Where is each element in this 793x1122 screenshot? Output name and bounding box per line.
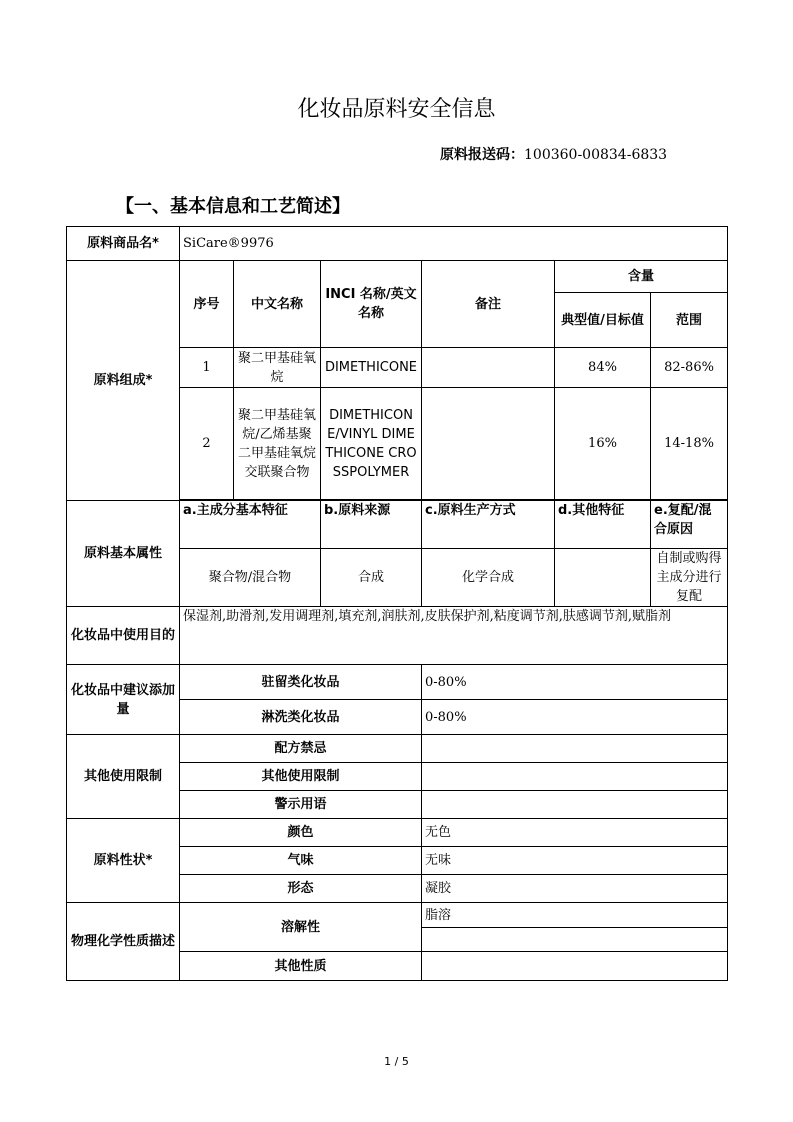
attr-header-d: d.其他特征 (555, 501, 651, 549)
page-number: 1 / 5 (384, 1055, 409, 1068)
attr-value-d (555, 549, 651, 607)
col-header-cn-name: 中文名称 (234, 261, 321, 348)
property-value: 凝胶 (422, 875, 728, 903)
property-value: 无味 (422, 847, 728, 875)
purpose-label: 化妆品中使用目的 (67, 607, 180, 665)
row-typical: 16% (555, 388, 651, 500)
row-remark (422, 348, 555, 388)
restriction-value (422, 791, 728, 819)
trade-name-row (67, 227, 728, 261)
attr-header-e: e.复配/混合原因 (651, 501, 728, 549)
solubility-label: 溶解性 (180, 903, 422, 952)
physchem-row (67, 903, 728, 928)
attr-header-b: b.原料来源 (321, 501, 422, 549)
restriction-name: 警示用语 (180, 791, 422, 819)
material-code-value: 100360-00834-6833 (524, 147, 668, 163)
col-header-content: 含量 (555, 261, 728, 293)
purpose-value: 保湿剂,助滑剂,发用调理剂,填充剂,润肤剂,皮肤保护剂,粘度调节剂,肤感调节剂,赋脂剂 (180, 607, 728, 665)
attr-value-b: 合成 (321, 549, 422, 607)
attributes-header-row (67, 501, 728, 549)
restriction-name: 其他使用限制 (180, 763, 422, 791)
row-inci-name: DIMETHICONE/VINYL DIMETHICONE CROSSPOLYMER (321, 388, 422, 500)
attr-value-e: 自制或购得主成分进行复配 (651, 549, 728, 607)
col-header-range: 范围 (651, 293, 728, 348)
row-cn-name: 聚二甲基硅氧烷/乙烯基聚二甲基硅氧烷交联聚合物 (234, 388, 321, 500)
property-name: 气味 (180, 847, 422, 875)
row-typical: 84% (555, 348, 651, 388)
solubility-extra (422, 928, 728, 952)
other-properties-label: 其他性质 (180, 952, 422, 981)
restriction-value (422, 763, 728, 791)
trade-name-label: 原料商品名* (67, 227, 180, 261)
other-properties-value (422, 952, 728, 981)
dosage-value: 0-80% (422, 665, 728, 700)
col-header-typical: 典型值/目标值 (555, 293, 651, 348)
purpose-row (67, 607, 728, 665)
col-header-no: 序号 (180, 261, 234, 348)
row-remark (422, 388, 555, 500)
row-range: 14-18% (651, 388, 728, 500)
trade-name-value: SiCare®9976 (180, 227, 728, 261)
attr-value-c: 化学合成 (422, 549, 555, 607)
material-code-label: 原料报送码： (440, 147, 524, 163)
property-row (67, 819, 728, 847)
attr-value-a: 聚合物/混合物 (180, 549, 321, 607)
restriction-row (67, 735, 728, 763)
row-no: 1 (180, 348, 234, 388)
dosage-label: 化妆品中建议添加量 (67, 665, 180, 735)
attr-header-c: c.原料生产方式 (422, 501, 555, 549)
physchem-label: 物理化学性质描述 (67, 903, 180, 981)
row-inci-name: DIMETHICONE (321, 348, 422, 388)
restrictions-label: 其他使用限制 (67, 735, 180, 819)
row-cn-name: 聚二甲基硅氧烷 (234, 348, 321, 388)
document-title: 化妆品原料安全信息 (297, 97, 496, 122)
composition-header-row (67, 261, 728, 293)
restriction-value (422, 735, 728, 763)
dosage-name: 驻留类化妆品 (180, 665, 422, 700)
col-header-remark: 备注 (422, 261, 555, 348)
property-value: 无色 (422, 819, 728, 847)
attr-header-a: a.主成分基本特征 (180, 501, 321, 549)
row-no: 2 (180, 388, 234, 500)
row-range: 82-86% (651, 348, 728, 388)
properties-label: 原料性状* (67, 819, 180, 903)
dosage-row (67, 665, 728, 700)
composition-label: 原料组成* (67, 261, 180, 501)
property-name: 形态 (180, 875, 422, 903)
dosage-value: 0-80% (422, 700, 728, 735)
col-header-inci-name: INCI 名称/英文名称 (321, 261, 422, 348)
solubility-value: 脂溶 (422, 903, 728, 928)
restriction-name: 配方禁忌 (180, 735, 422, 763)
dosage-name: 淋洗类化妆品 (180, 700, 422, 735)
section-heading: 【一、基本信息和工艺简述】 (116, 196, 350, 217)
property-name: 颜色 (180, 819, 422, 847)
attributes-label: 原料基本属性 (67, 501, 180, 607)
material-code (440, 144, 667, 164)
safety-info-table (66, 226, 728, 981)
